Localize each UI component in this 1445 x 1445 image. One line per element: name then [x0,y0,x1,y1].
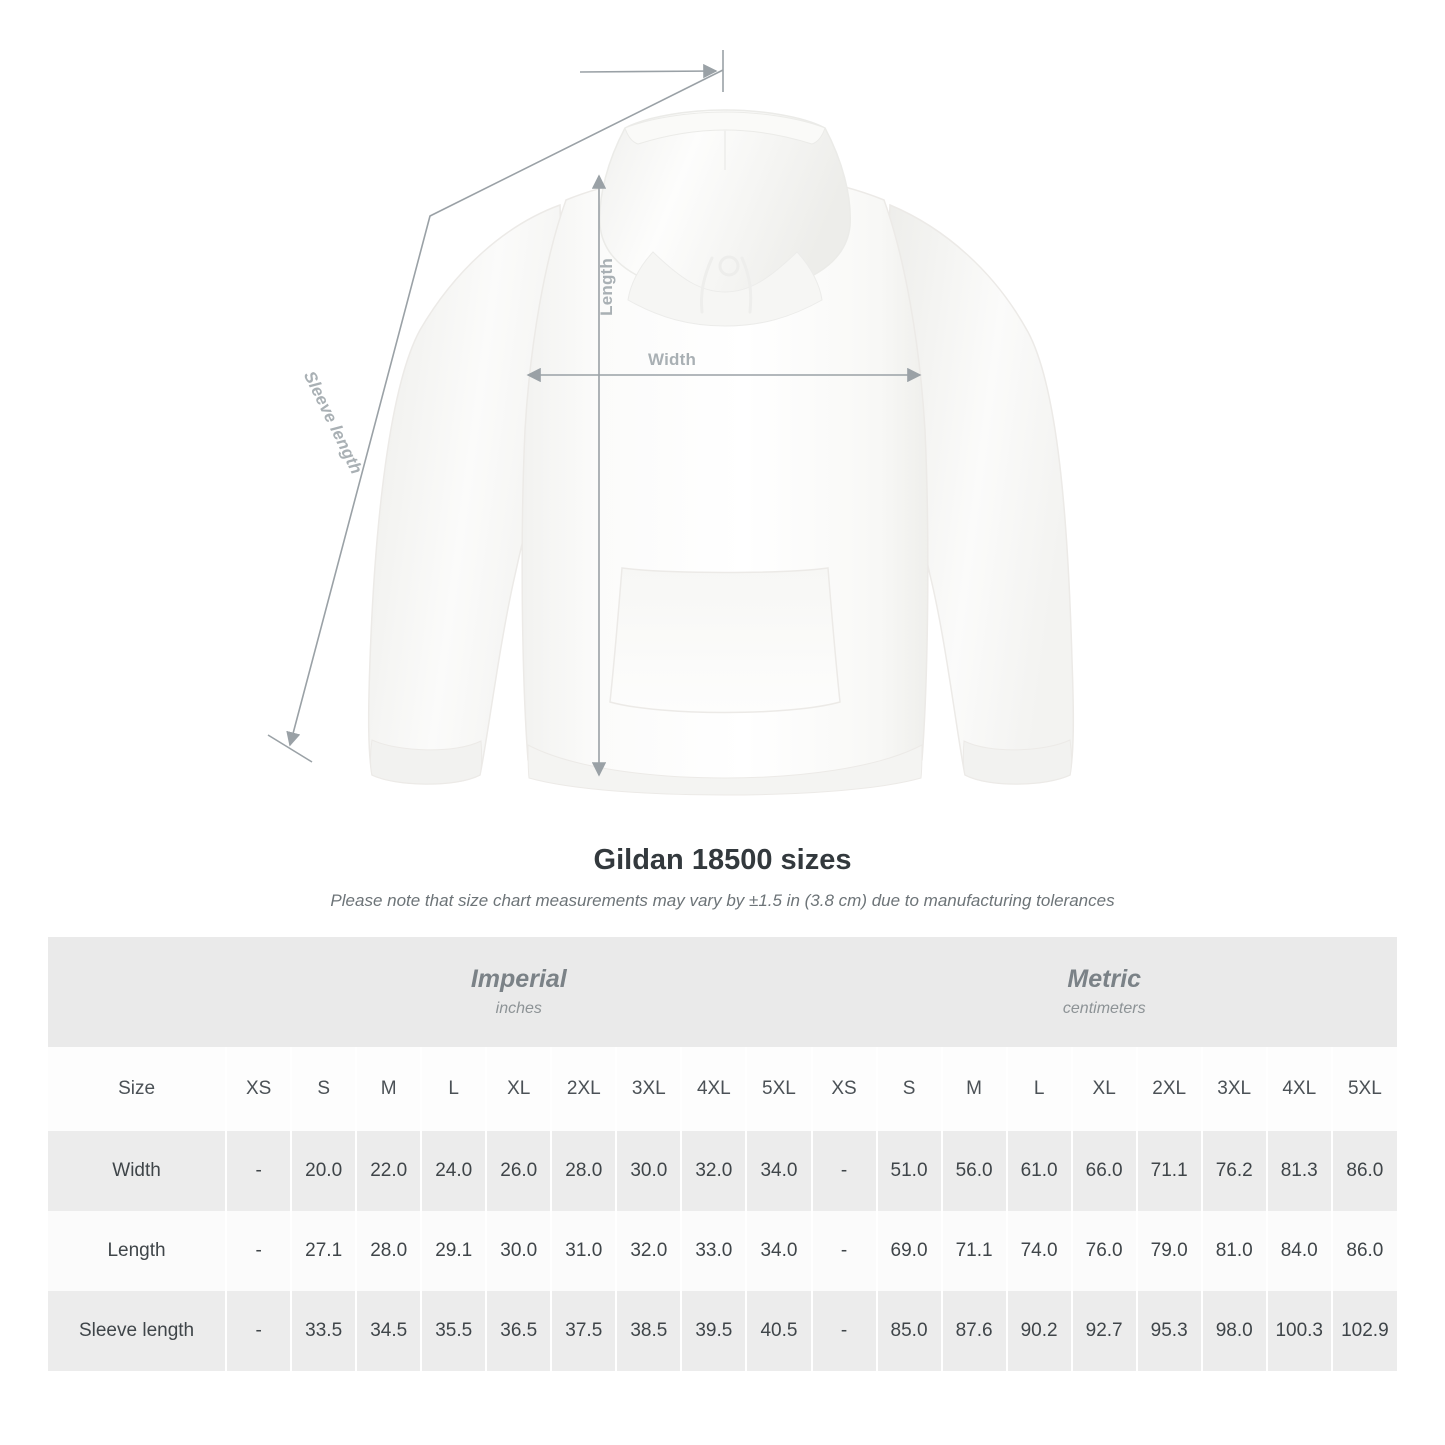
size-header-metric-l: L [1007,1047,1072,1131]
width-metric-xl: 66.0 [1072,1131,1137,1211]
size-header-row [48,1047,1397,1131]
width-imperial-2xl: 28.0 [551,1131,616,1211]
width-imperial-l: 24.0 [421,1131,486,1211]
length-metric-3xl: 81.0 [1202,1211,1267,1291]
length-metric-xs: - [812,1211,877,1291]
sleeve-metric-m: 87.6 [942,1291,1007,1371]
width-imperial-s: 20.0 [291,1131,356,1211]
width-metric-5xl: 86.0 [1332,1131,1397,1211]
size-header-imperial-xl: XL [486,1047,551,1131]
width-metric-4xl: 81.3 [1267,1131,1332,1211]
size-header-metric-s: S [877,1047,942,1131]
width-imperial-m: 22.0 [356,1131,421,1211]
length-imperial-4xl: 33.0 [681,1211,746,1291]
size-header-metric-3xl: 3XL [1202,1047,1267,1131]
size-header-imperial-m: M [356,1047,421,1131]
size-row-label: Size [48,1047,226,1131]
length-imperial-3xl: 32.0 [616,1211,681,1291]
width-metric-3xl: 76.2 [1202,1131,1267,1211]
size-header-imperial-l: L [421,1047,486,1131]
length-imperial-m: 28.0 [356,1211,421,1291]
length-measurement-label: Length [597,258,616,316]
sleeve-imperial-m: 34.5 [356,1291,421,1371]
table-row [48,1291,1397,1371]
sleeve-metric-3xl: 98.0 [1202,1291,1267,1371]
size-header-imperial-2xl: 2XL [551,1047,616,1131]
length-imperial-2xl: 31.0 [551,1211,616,1291]
size-table-wrapper [48,937,1397,1371]
title-block [0,844,1445,911]
metric-sublabel: centimeters [1062,999,1146,1017]
sleeve-metric-4xl: 100.3 [1267,1291,1332,1371]
sleeve-imperial-s: 33.5 [291,1291,356,1371]
width-measurement-label: Width [648,350,697,369]
sleeve-imperial-xs: - [226,1291,291,1371]
length-imperial-xs: - [226,1211,291,1291]
imperial-label: Imperial [470,965,567,994]
sleeve-length-measurement-label: Sleeve length [299,368,367,478]
size-header-metric-2xl: 2XL [1137,1047,1202,1131]
size-chart-table [48,937,1397,1371]
width-metric-2xl: 71.1 [1137,1131,1202,1211]
width-metric-s: 51.0 [877,1131,942,1211]
length-metric-xl: 76.0 [1072,1211,1137,1291]
sleeve-metric-xl: 92.7 [1072,1291,1137,1371]
size-header-imperial-5xl: 5XL [746,1047,811,1131]
sleeve-imperial-2xl: 37.5 [551,1291,616,1371]
width-metric-m: 56.0 [942,1131,1007,1211]
size-header-metric-xs: XS [812,1047,877,1131]
length-imperial-xl: 30.0 [486,1211,551,1291]
length-metric-l: 74.0 [1007,1211,1072,1291]
width-imperial-4xl: 32.0 [681,1131,746,1211]
width-imperial-5xl: 34.0 [746,1131,811,1211]
width-imperial-xl: 26.0 [486,1131,551,1211]
sleeve-metric-xs: - [812,1291,877,1371]
length-metric-4xl: 84.0 [1267,1211,1332,1291]
unit-header-row [48,937,1397,1047]
length-metric-5xl: 86.0 [1332,1211,1397,1291]
unit-header-imperial [226,937,811,1047]
unit-header-spacer [48,937,226,1047]
tolerance-note: Please note that size chart measurements may vary by ±1.5 in (3.8 cm) due to manufacturing tolerances [330,891,1115,910]
width-metric-xs: - [812,1131,877,1211]
width-imperial-3xl: 30.0 [616,1131,681,1211]
sleeve-imperial-5xl: 40.5 [746,1291,811,1371]
length-metric-2xl: 79.0 [1137,1211,1202,1291]
size-header-metric-4xl: 4XL [1267,1047,1332,1131]
page-title: Gildan 18500 sizes [593,844,852,876]
sleeve-metric-s: 85.0 [877,1291,942,1371]
sleeve-imperial-4xl: 39.5 [681,1291,746,1371]
sleeve-imperial-3xl: 38.5 [616,1291,681,1371]
sleeve-imperial-l: 35.5 [421,1291,486,1371]
width-imperial-xs: - [226,1131,291,1211]
length-metric-s: 69.0 [877,1211,942,1291]
metric-label: Metric [1067,965,1142,994]
unit-header-metric [812,937,1398,1047]
row-label-width: Width [48,1131,226,1211]
table-row [48,1131,1397,1211]
width-metric-l: 61.0 [1007,1131,1072,1211]
table-row [48,1211,1397,1291]
size-header-imperial-4xl: 4XL [681,1047,746,1131]
size-header-imperial-xs: XS [226,1047,291,1131]
length-imperial-l: 29.1 [421,1211,486,1291]
imperial-sublabel: inches [495,999,542,1017]
size-header-imperial-3xl: 3XL [616,1047,681,1131]
hoodie-shape [369,110,1074,795]
sleeve-metric-l: 90.2 [1007,1291,1072,1371]
size-header-metric-xl: XL [1072,1047,1137,1131]
sleeve-metric-5xl: 102.9 [1332,1291,1397,1371]
sleeve-imperial-xl: 36.5 [486,1291,551,1371]
size-header-metric-5xl: 5XL [1332,1047,1397,1131]
size-header-imperial-s: S [291,1047,356,1131]
row-label-length: Length [48,1211,226,1291]
length-imperial-5xl: 34.0 [746,1211,811,1291]
size-header-metric-m: M [942,1047,1007,1131]
row-label-sleeve-length: Sleeve length [48,1291,226,1371]
length-metric-m: 71.1 [942,1211,1007,1291]
sleeve-metric-2xl: 95.3 [1137,1291,1202,1371]
length-imperial-s: 27.1 [291,1211,356,1291]
